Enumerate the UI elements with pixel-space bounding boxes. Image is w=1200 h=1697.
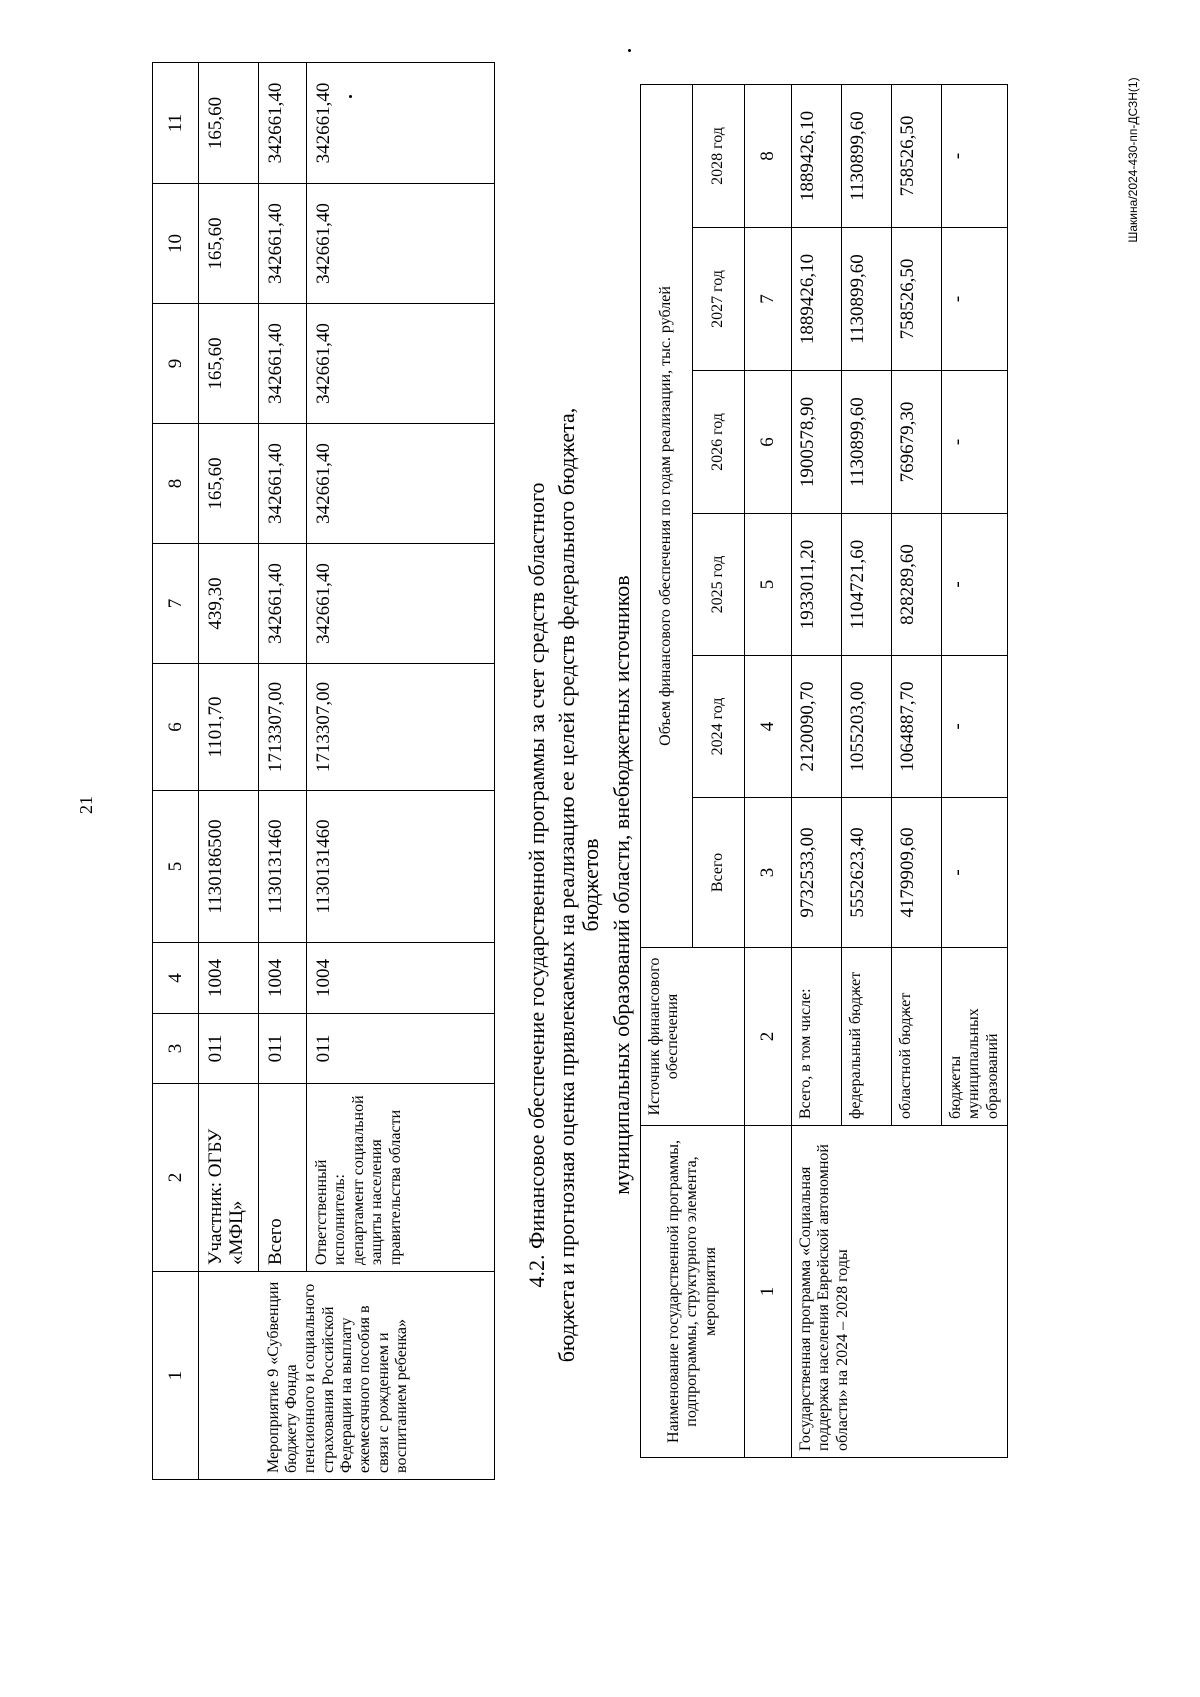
amount-cell: 1130899,60 (842, 84, 892, 227)
source-cell: федеральный бюджет (842, 948, 892, 1126)
amount-cell: 342661,40 (307, 304, 495, 424)
amount-cell: - (942, 656, 1008, 798)
amount-cell: 1713307,00 (307, 664, 495, 791)
amount-cell: 769679,30 (892, 371, 942, 514)
code-cell: 011 (259, 1014, 307, 1084)
amount-cell: 1130899,60 (842, 228, 892, 371)
heading-line: бюджета и прогнозная оценка привлекаемых на реализацию ее целей средств федерального бюджета, бюджетов (554, 407, 604, 1363)
amount-cell: 1055203,00 (842, 656, 892, 798)
activity-name-cell (199, 1272, 259, 1480)
amount-cell: 342661,40 (307, 424, 495, 544)
amount-cell: 342661,40 (259, 63, 307, 184)
column-number: 3 (745, 798, 792, 948)
year-header: 2026 год (693, 371, 745, 514)
column-number: 9 (153, 304, 199, 424)
participant-cell: Ответственный исполнитель: департамент социальной защиты населения правительства области (307, 1084, 495, 1272)
source-header: Источник финансового обеспечения (641, 948, 745, 1126)
column-number: 1 (153, 1272, 199, 1480)
table-row (307, 63, 495, 1480)
amount-cell: - (942, 514, 1008, 656)
amount-cell: 342661,40 (307, 63, 495, 184)
amount-cell: - (942, 798, 1008, 948)
amount-cell: 1104721,60 (842, 514, 892, 656)
source-cell: областной бюджет (892, 948, 942, 1126)
amount-cell: 1713307,00 (259, 664, 307, 791)
document-code: Шакина/2024-430-пп-ДСЗН(1) (1126, 77, 1140, 243)
activity-name-cell: Мероприятие 9 «Субвенции бюджету Фонда пенсионного и социального страхования Российской Федерации на выплату ежемесячного пособия в связи с рождением и воспитанием ребенка» (259, 1272, 495, 1480)
year-header: 2025 год (693, 514, 745, 656)
heading-line: 4.2. Финансовое обеспечение государственной программы за счет средств областного (524, 482, 549, 1288)
column-number: 2 (745, 948, 792, 1126)
code-cell: 011 (307, 1014, 495, 1084)
funding-volume-header: Объем финансового обеспечения по годам реализации, тыс. рублей (641, 84, 693, 947)
code-cell: 011 (199, 1014, 259, 1084)
amount-cell: 2120090,70 (792, 656, 842, 798)
amount-cell: 1889426,10 (792, 84, 842, 227)
amount-cell: 439,30 (199, 544, 259, 664)
year-header: 2027 год (693, 228, 745, 371)
amount-cell: 758526,50 (892, 228, 942, 371)
program-name-header: Наименование государственной программы, подпрограммы, структурного элемента, мероприятия (641, 1126, 745, 1458)
column-number: 2 (153, 1084, 199, 1272)
amount-cell: 165,60 (199, 184, 259, 304)
column-number: 1 (745, 1126, 792, 1458)
amount-cell: 342661,40 (307, 184, 495, 304)
code-cell: 1130131460 (307, 791, 495, 943)
amount-cell: 165,60 (199, 304, 259, 424)
code-cell: 1130131460 (259, 791, 307, 943)
column-number: 5 (745, 514, 792, 656)
amount-cell: 342661,40 (259, 184, 307, 304)
amount-cell: 342661,40 (259, 544, 307, 664)
activities-table (152, 63, 495, 1480)
amount-cell: - (942, 84, 1008, 227)
participant-cell: Всего (259, 1084, 307, 1272)
column-number: 6 (153, 664, 199, 791)
table-row (792, 84, 842, 1457)
amount-cell: 1064887,70 (892, 656, 942, 798)
column-number: 3 (153, 1014, 199, 1084)
amount-cell: 758526,50 (892, 84, 942, 227)
participant-cell: Участник: ОГБУ «МФЦ» (199, 1084, 259, 1272)
column-number: 7 (745, 228, 792, 371)
column-number: 10 (153, 184, 199, 304)
financing-table (640, 85, 1001, 1458)
amount-cell: 342661,40 (259, 304, 307, 424)
column-number: 5 (153, 791, 199, 943)
amount-cell: 1900578,90 (792, 371, 842, 514)
column-number: 8 (153, 424, 199, 544)
amount-cell: 5552623,40 (842, 798, 892, 948)
column-number: 7 (153, 544, 199, 664)
page-number: 21 (76, 796, 96, 814)
code-cell: 1004 (259, 943, 307, 1014)
column-number: 4 (153, 943, 199, 1014)
code-cell: 1130186500 (199, 791, 259, 943)
column-number: 6 (745, 371, 792, 514)
amount-cell: 1101,70 (199, 664, 259, 791)
amount-cell: 1889426,10 (792, 228, 842, 371)
column-number: 11 (153, 63, 199, 184)
amount-cell: 165,60 (199, 63, 259, 184)
amount-cell: 9732533,00 (792, 798, 842, 948)
amount-cell: 4179909,60 (892, 798, 942, 948)
amount-cell: 165,60 (199, 424, 259, 544)
year-header: 2024 год (693, 656, 745, 798)
column-number: 4 (745, 656, 792, 798)
heading-line: муниципальных образований области, внебюджетных источников (608, 575, 634, 1195)
year-header: 2028 год (693, 84, 745, 227)
amount-cell: 1130899,60 (842, 371, 892, 514)
section-heading (524, 375, 634, 1395)
speck (628, 49, 631, 52)
program-name-cell: Государственная программа «Социальная поддержка населения Еврейской автономной области» на 2024 – 2028 годы (792, 1126, 1008, 1458)
source-cell: Всего, в том числе: (792, 948, 842, 1126)
code-cell: 1004 (307, 943, 495, 1014)
source-cell: бюджеты муниципальных образований (942, 948, 1008, 1126)
amount-cell: - (942, 371, 1008, 514)
amount-cell: - (942, 228, 1008, 371)
amount-cell: 342661,40 (259, 424, 307, 544)
year-header: Всего (693, 798, 745, 948)
code-cell: 1004 (199, 943, 259, 1014)
column-number: 8 (745, 84, 792, 227)
amount-cell: 828289,60 (892, 514, 942, 656)
amount-cell: 342661,40 (307, 544, 495, 664)
amount-cell: 1933011,20 (792, 514, 842, 656)
table-row (259, 63, 307, 1480)
table-row (199, 63, 259, 1480)
